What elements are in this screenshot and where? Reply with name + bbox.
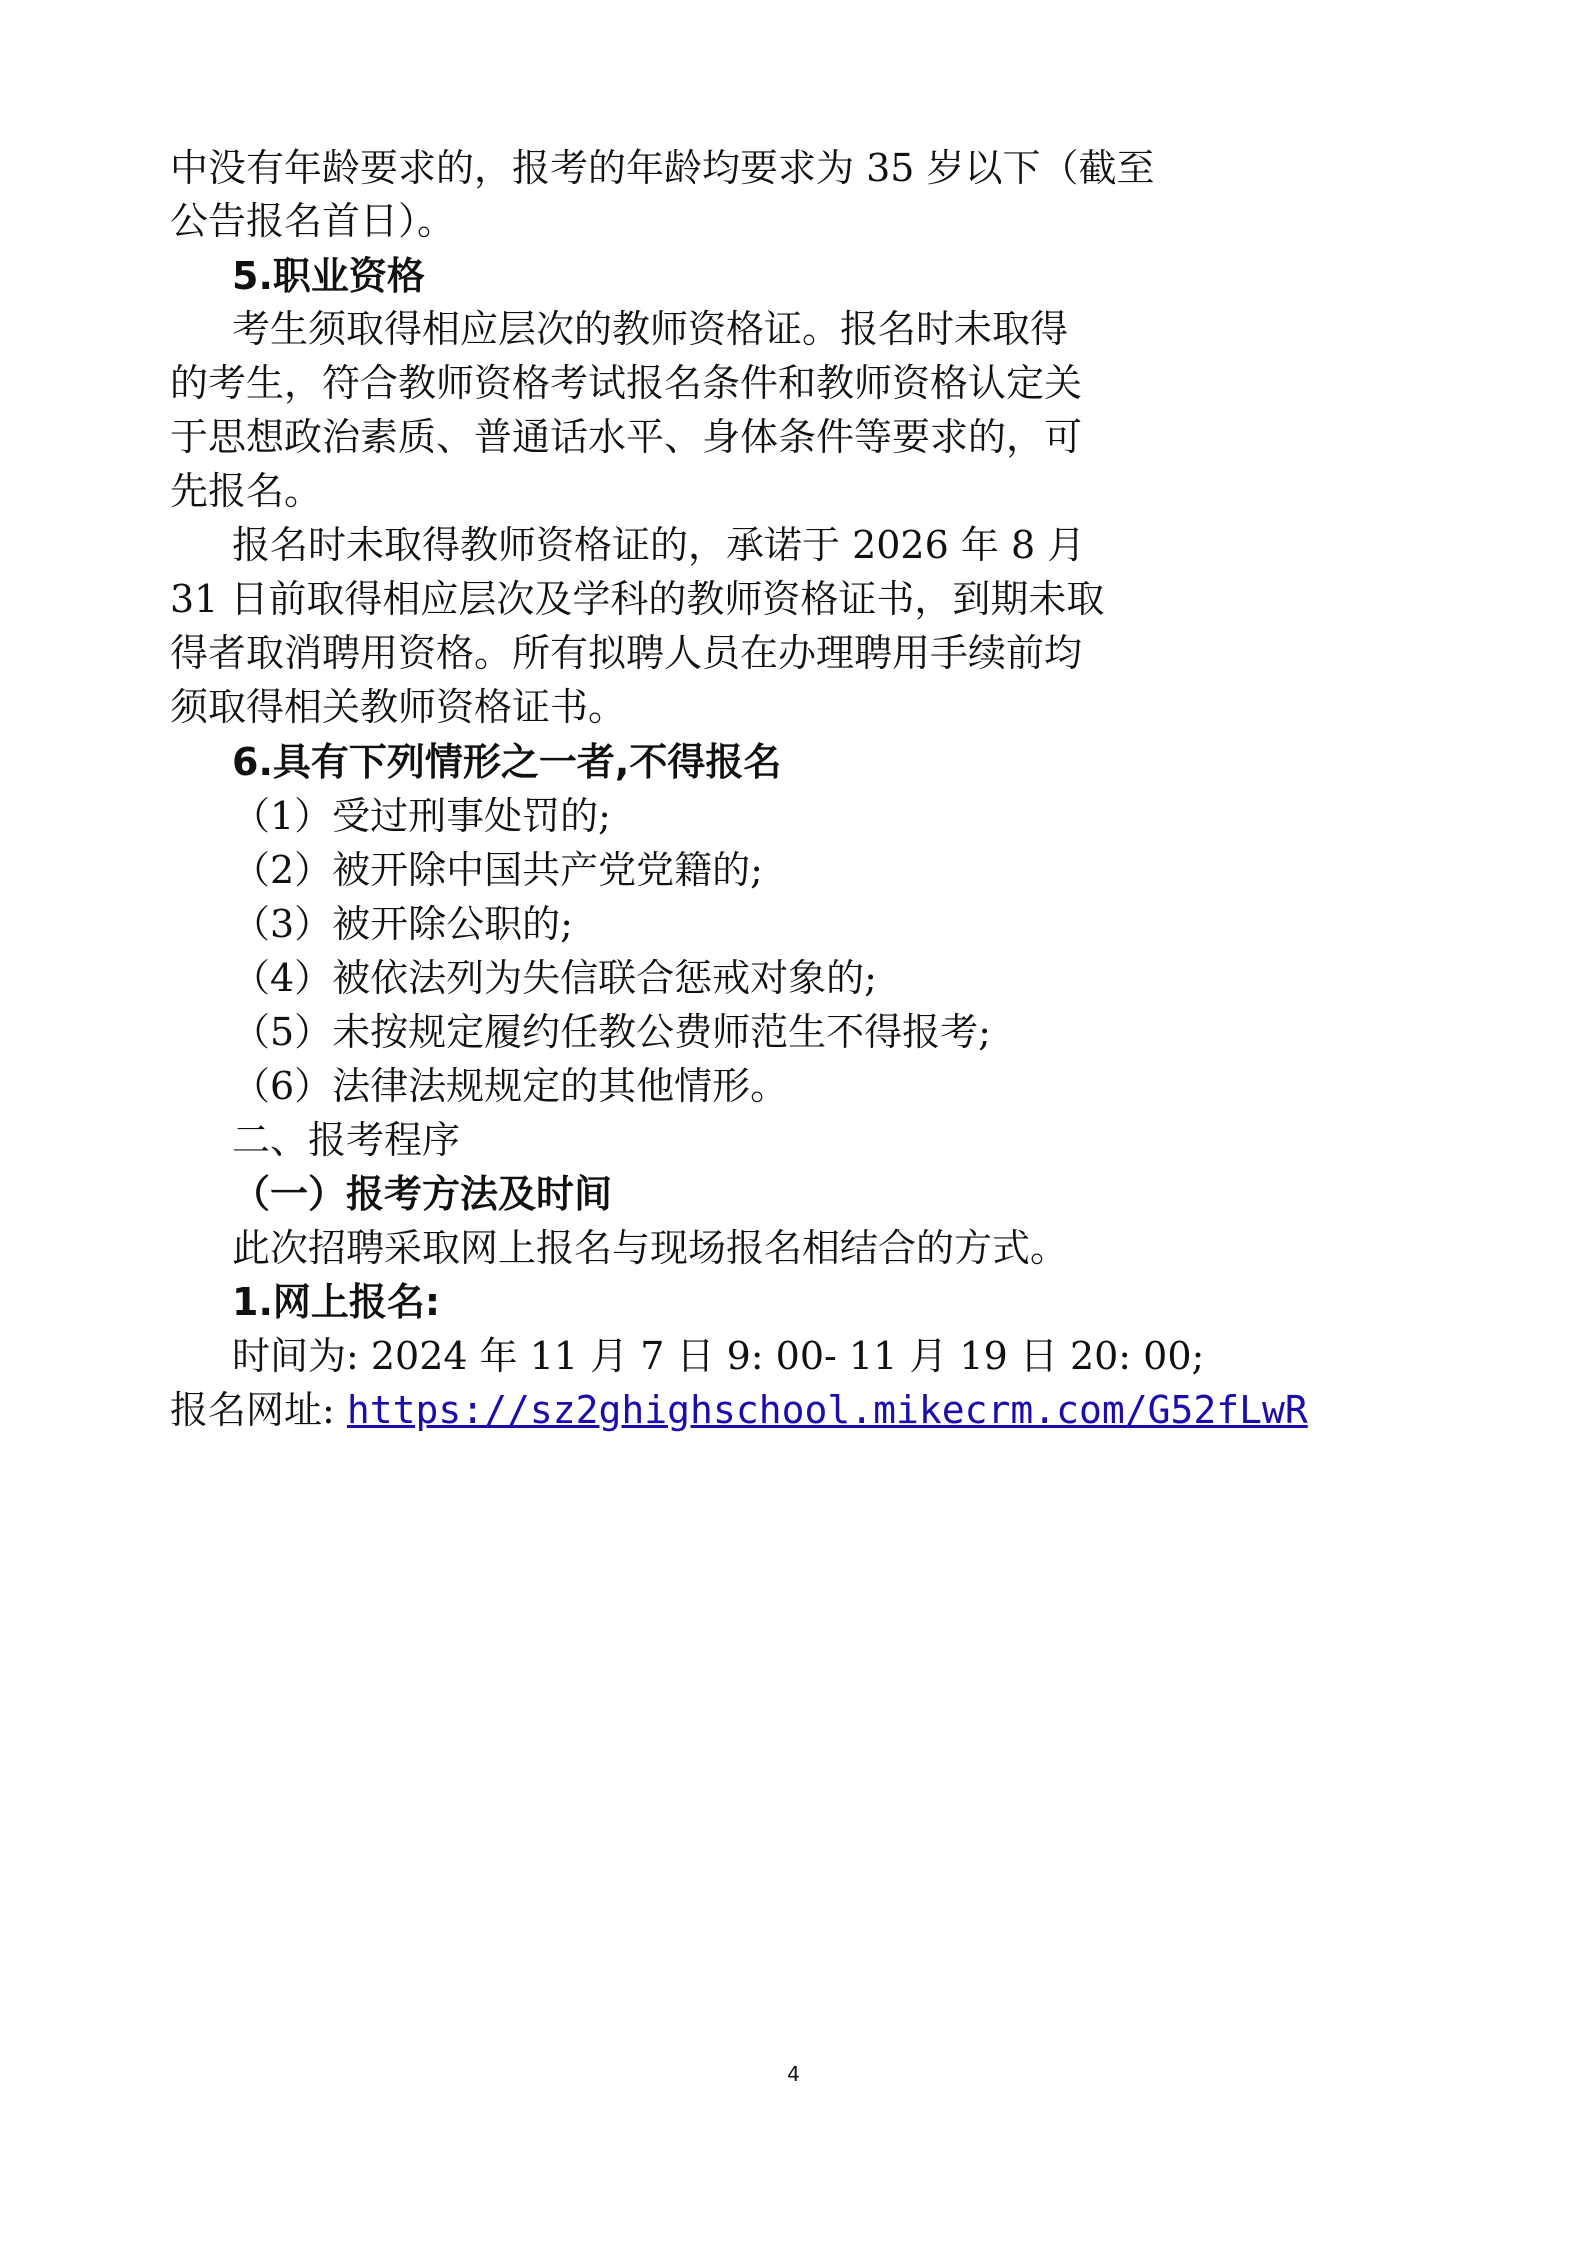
page-number: 4	[787, 2062, 800, 2086]
list-item: （6）法律法规规定的其他情形。	[232, 1064, 789, 1108]
paragraph-line: 公告报名首日）。	[170, 199, 456, 243]
online-registration-heading: 1.网上报名:	[232, 1280, 441, 1324]
url-label: 报名网址:	[170, 1388, 347, 1432]
list-item: （3）被开除公职的;	[232, 902, 573, 946]
paragraph-line: 须取得相关教师资格证书。	[170, 685, 627, 729]
registration-url-link[interactable]: https://sz2ghighschool.mikecrm.com/G52fLwR	[346, 1388, 1308, 1432]
paragraph-line: 于思想政治素质、普通话水平、身体条件等要求的，可	[170, 415, 1083, 459]
section-heading-2: 二、报考程序	[232, 1118, 461, 1162]
paragraph-line: 的考生，符合教师资格考试报名条件和教师资格认定关	[170, 361, 1083, 405]
section-heading-5: 5.职业资格	[232, 254, 425, 298]
list-item: （1）受过刑事处罚的;	[232, 794, 611, 838]
paragraph-line: 中没有年龄要求的，报考的年龄均要求为 35 岁以下（截至	[170, 146, 1155, 190]
paragraph-line: 得者取消聘用资格。所有拟聘人员在办理聘用手续前均	[170, 631, 1083, 675]
paragraph-line: 31 日前取得相应层次及学科的教师资格证书，到期未取	[170, 577, 1105, 621]
list-item: （4）被依法列为失信联合惩戒对象的;	[232, 956, 877, 1000]
subsection-heading: （一）报考方法及时间	[232, 1172, 613, 1216]
paragraph-line: 先报名。	[170, 469, 323, 513]
list-item: （5）未按规定履约任教公费师范生不得报考;	[232, 1010, 991, 1054]
registration-url-line	[170, 1384, 1308, 1436]
list-item: （2）被开除中国共产党党籍的;	[232, 848, 763, 892]
section-heading-6: 6.具有下列情形之一者,不得报名	[232, 740, 782, 784]
paragraph-line: 报名时未取得教师资格证的，承诺于 2026 年 8 月	[232, 523, 1086, 567]
paragraph-line: 考生须取得相应层次的教师资格证。报名时未取得	[232, 307, 1069, 351]
paragraph-line: 此次招聘采取网上报名与现场报名相结合的方式。	[232, 1226, 1069, 1270]
registration-time: 时间为: 2024 年 11 月 7 日 9: 00- 11 月 19 日 20: 00;	[232, 1334, 1205, 1378]
